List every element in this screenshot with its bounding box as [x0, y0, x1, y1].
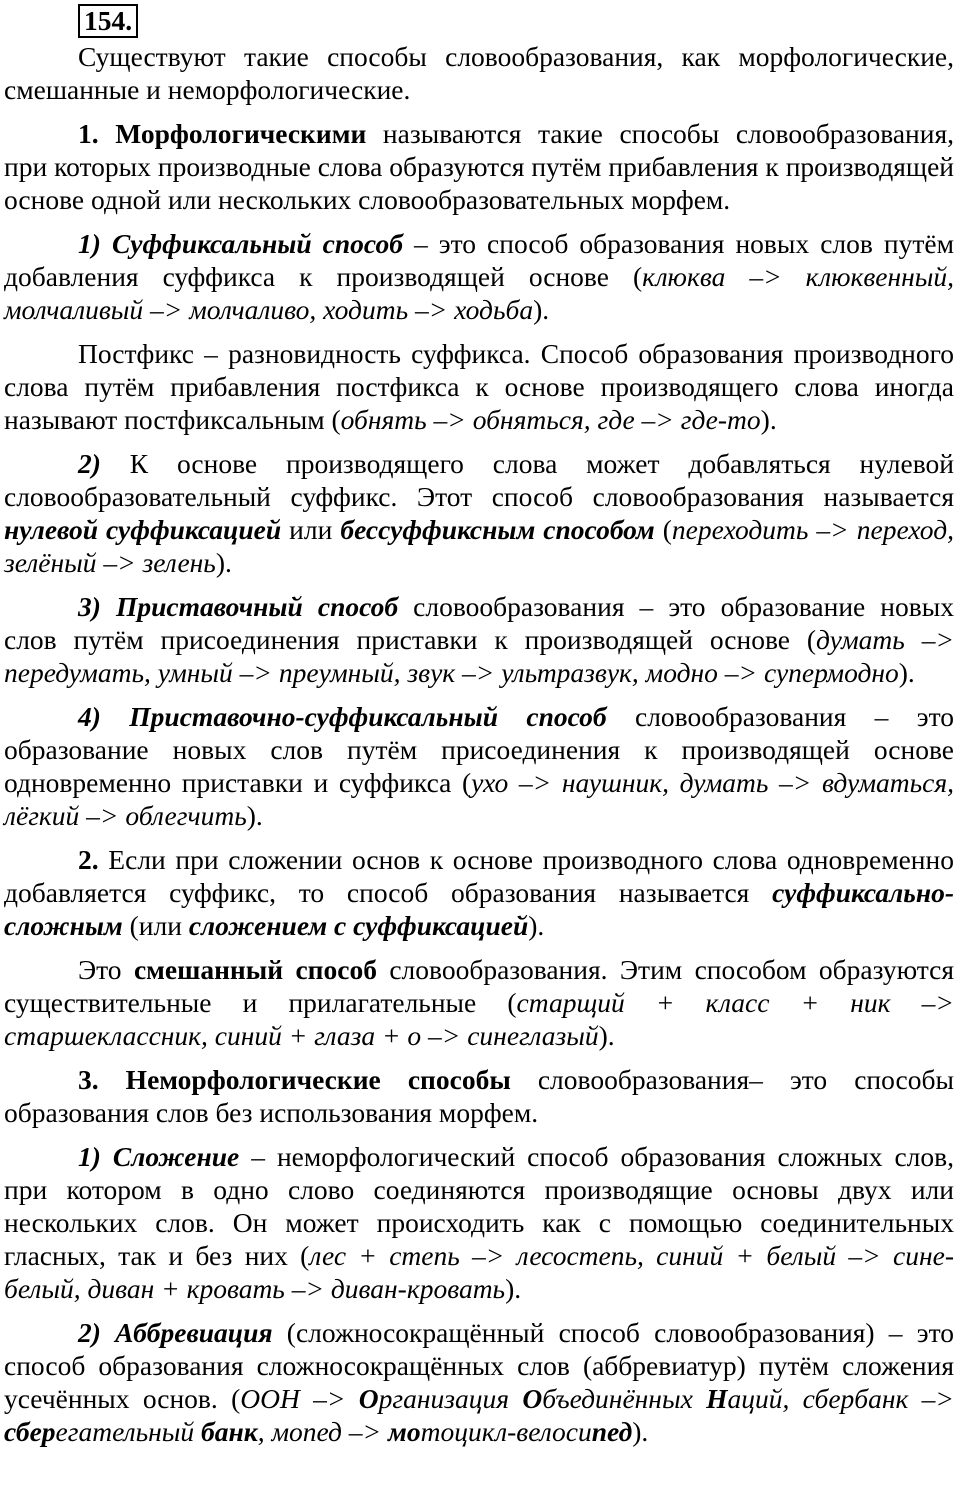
example-text: обнять –> обняться, где –> где-то — [340, 404, 761, 435]
text-segment: Это — [78, 954, 134, 985]
text-segment: словообразования – это образование новых слов путём присоединения приставки к производящей основе ( — [4, 591, 954, 655]
bold-italic-term: О — [358, 1383, 379, 1414]
bold-term: 1. Морфологическими — [78, 118, 367, 149]
text-segment: – это способ образования новых слов путём добавления суффикса к производящей основе ( — [4, 228, 954, 292]
paragraph — [4, 700, 954, 832]
paragraph — [4, 337, 954, 436]
bold-italic-term: 1) Суффиксальный способ — [78, 228, 403, 259]
text-segment: Существуют такие способы словообразования, как морфологические, смешанные и неморфологические. — [4, 41, 954, 105]
bold-term: 2. — [78, 844, 99, 875]
text-segment: ). — [632, 1416, 649, 1447]
bold-italic-term: 3) Приставочный способ — [78, 591, 399, 622]
body-text — [4, 40, 954, 1448]
example-text: старщий + класс + ник –> старшеклассник, синий + глаза + о –> синеглазый — [4, 987, 954, 1051]
text-segment: называются такие способы словообразования, при которых производные слова образуются путём прибавления к производящей основе одной или нескольких словообразовательных морфем. — [4, 118, 955, 215]
exercise-number: 154. — [78, 4, 138, 38]
bold-term: 3. Неморфологические способы — [78, 1064, 511, 1095]
example-text: лес + степь –> лесостепь, синий + белый –> сине-белый, диван + кровать –> диван-кровать — [4, 1240, 954, 1304]
text-segment: (сложносокращённый способ словообразования) – это способ образования сложносокращённых слов (аббревиатур) путём сложения усечённых основ. ( — [4, 1317, 954, 1414]
paragraph — [4, 117, 954, 216]
bold-italic-term: суффиксально-сложным — [4, 877, 954, 941]
text-segment: ). — [898, 657, 915, 688]
exercise-header — [4, 4, 954, 38]
example-text: бъединённых — [542, 1383, 707, 1414]
paragraph — [4, 447, 954, 579]
paragraph — [4, 227, 954, 326]
paragraph — [4, 843, 954, 942]
bold-italic-term: мо — [387, 1416, 421, 1447]
text-segment: ). — [760, 404, 777, 435]
bold-italic-term: сложением с суффиксацией — [188, 910, 529, 941]
text-segment: или — [281, 514, 341, 545]
example-text: переходить –> переход, зелёный –> зелень — [4, 514, 954, 578]
text-segment: (или — [122, 910, 189, 941]
bold-italic-term: 4) Приставочно-суффиксальный способ — [78, 701, 607, 732]
example-text: , мопед –> — [257, 1416, 388, 1447]
example-text: егательный — [55, 1416, 201, 1447]
bold-italic-term: нулевой суффиксацией — [4, 514, 282, 545]
bold-italic-term: Н — [706, 1383, 728, 1414]
bold-italic-term: О — [522, 1383, 543, 1414]
text-segment: ). — [505, 1273, 522, 1304]
example-text: тоцикл-велоси — [420, 1416, 592, 1447]
text-segment: Постфикс – разновидность суффикса. Способ образования производного слова путём прибавления постфикса к основе производящего слова иногда называют постфиксальным ( — [4, 338, 954, 435]
bold-italic-term: 2) — [78, 448, 101, 479]
paragraph — [4, 953, 954, 1052]
bold-italic-term: сбер — [4, 1416, 56, 1447]
bold-italic-term: пед — [591, 1416, 633, 1447]
bold-italic-term: банк — [201, 1416, 258, 1447]
text-segment: К основе производящего слова может добавляться нулевой словообразовательный суффикс. Этот способ словообразования называется — [4, 448, 954, 512]
text-segment: ( — [654, 514, 672, 545]
bold-italic-term: бессуффиксным способом — [340, 514, 655, 545]
example-text: думать –> передумать, умный –> преумный, звук –> ультразвук, модно –> супермодно — [4, 624, 954, 688]
paragraph — [4, 1316, 954, 1448]
text-segment: словообразования– это способы образования слов без использования морфем. — [4, 1064, 954, 1128]
page — [4, 4, 954, 1459]
bold-term: смешанный способ — [133, 954, 377, 985]
example-text: аций, сбербанк –> — [727, 1383, 954, 1414]
example-text: ООН –> — [240, 1383, 359, 1414]
example-text: ухо –> наушник, думать –> вдуматься, лёгкий –> облегчить — [4, 767, 955, 831]
paragraph — [4, 590, 954, 689]
text-segment: ). — [533, 294, 550, 325]
text-segment: – неморфологический способ образования сложных слов, при котором в одно слово соединяются производящие основы двух или нескольких слов. Он может происходить как с помощью соединительных гласных, так и без них ( — [4, 1141, 954, 1271]
paragraph — [4, 1140, 954, 1305]
text-segment: Если при сложении основ к основе производного слова одновременно добавляется суффикс, то способ образования называется — [4, 844, 954, 908]
text-segment: ). — [215, 547, 232, 578]
example-text: клюква –> клюквенный, молчаливый –> молчаливо, ходить –> ходьба — [4, 261, 954, 325]
text-segment: ). — [598, 1020, 615, 1051]
text-segment: ). — [528, 910, 545, 941]
bold-italic-term: 2) Аббревиация — [78, 1317, 273, 1348]
text-segment: словообразования – это образование новых слов путём присоединения к производящей основе одновременно приставки и суффикса ( — [4, 701, 954, 798]
paragraph — [4, 40, 954, 106]
example-text: рганизация — [378, 1383, 523, 1414]
text-segment: ). — [246, 800, 263, 831]
paragraph — [4, 1063, 954, 1129]
bold-italic-term: 1) Сложение — [78, 1141, 240, 1172]
text-segment: словообразования. Этим способом образуются существительные и прилагательные ( — [4, 954, 955, 1018]
